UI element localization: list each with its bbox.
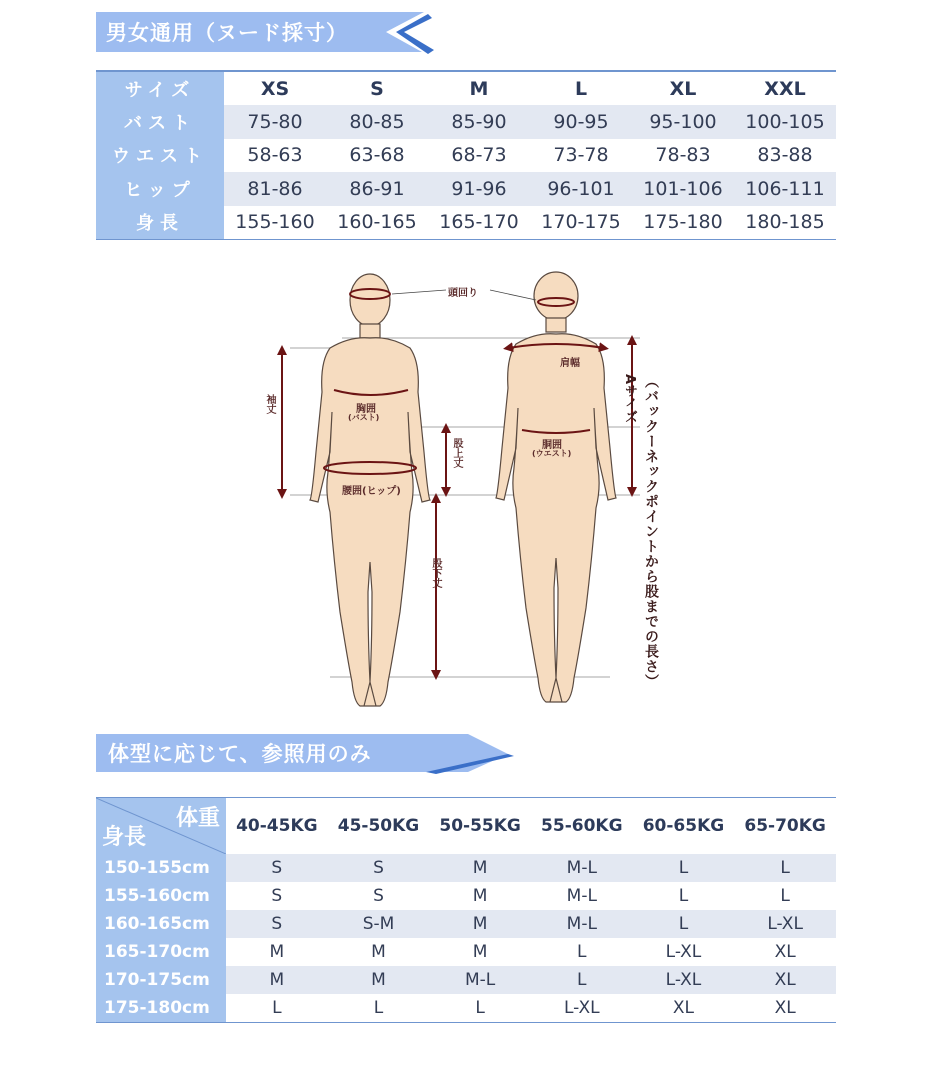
label-waist: 胴囲 (542, 440, 562, 451)
cell: 101-106 (632, 172, 734, 205)
cell: M (328, 966, 430, 994)
cell: S (226, 854, 328, 882)
weight-col: 60-65KG (642, 816, 725, 836)
height-label: 175-180cm (96, 994, 226, 1023)
table-row (96, 910, 836, 938)
cell: M (371, 942, 386, 962)
label-inseam: 股下丈 (430, 558, 441, 588)
cell: M (269, 942, 285, 962)
section2-title: 体型に応じて、参照用のみ (108, 742, 372, 766)
weight-header-row (96, 798, 836, 855)
size-l: L (574, 77, 588, 100)
cell: 78-83 (655, 144, 711, 167)
table-row (96, 172, 836, 205)
cell: 85-90 (428, 105, 530, 138)
height-label: 155-160cm (96, 882, 226, 910)
cell: M (472, 886, 488, 906)
cell: S (328, 854, 430, 882)
table-row (96, 938, 836, 966)
label-sleeve: 袖丈 (264, 394, 275, 414)
table-row (96, 139, 836, 172)
row-label: バスト (96, 105, 224, 138)
row-label: 身長 (96, 206, 224, 240)
label-back-note: （バックーネックポイントから股までの長さ） (643, 374, 659, 689)
cell: 155-160 (235, 211, 315, 234)
size-header-row (96, 71, 836, 105)
cell: 106-111 (734, 172, 836, 205)
cell: 68-73 (451, 144, 507, 167)
cell: M (429, 910, 531, 938)
section2-banner (96, 732, 516, 774)
cell: M-L (531, 910, 633, 938)
cell: S (226, 910, 328, 938)
table-row (96, 966, 836, 994)
cell: XL (774, 942, 796, 962)
label-waist-sub: (ウエスト) (532, 449, 572, 458)
cell: L-XL (734, 910, 836, 938)
table-row (96, 882, 836, 910)
back-body (496, 272, 616, 702)
corner-height-label: 身長 (102, 825, 147, 850)
cell: 95-100 (632, 105, 734, 138)
label-rise: 股上丈 (451, 438, 462, 468)
label-chest-sub: (バスト) (348, 413, 380, 422)
cell: 86-91 (326, 172, 428, 205)
cell: 100-105 (734, 105, 836, 138)
table-row (96, 105, 836, 138)
cell: 80-85 (326, 105, 428, 138)
size-xl: XL (669, 77, 697, 100)
cell: 160-165 (337, 211, 417, 234)
cell: L (780, 886, 790, 906)
size-m: M (469, 77, 489, 100)
row-label: ウエスト (96, 139, 224, 172)
cell: L (531, 966, 633, 994)
cell: L (475, 998, 485, 1018)
size-table (96, 70, 836, 240)
table-row (96, 994, 836, 1023)
cell: L (678, 886, 689, 906)
measurement-figure (260, 262, 680, 722)
size-xxl: XXL (764, 77, 806, 100)
cell: 91-96 (428, 172, 530, 205)
cell: M (226, 966, 328, 994)
weight-col: 50-55KG (439, 816, 521, 836)
cell: XL (672, 998, 695, 1018)
cell: M-L (429, 966, 531, 994)
label-a-size: Aサイズ (622, 374, 637, 424)
size-s: S (370, 77, 384, 100)
body-illustration (260, 262, 680, 722)
label-hip: 腰囲(ヒップ) (342, 486, 401, 497)
section1-banner (96, 10, 436, 54)
cell: L-XL (665, 942, 702, 962)
weight-size-table (96, 797, 836, 1023)
table-row (96, 854, 836, 882)
cell: 63-68 (349, 144, 405, 167)
size-xs: XS (260, 77, 290, 100)
weight-col: 65-70KG (744, 816, 826, 836)
cell: 73-78 (553, 144, 609, 167)
cell: S (271, 886, 283, 906)
cell: S-M (328, 910, 430, 938)
cell: M (472, 942, 488, 962)
cell: 165-170 (439, 211, 519, 234)
cell: M (429, 854, 531, 882)
cell: 170-175 (541, 211, 621, 234)
size-header-label: サイズ (96, 71, 224, 105)
cell: M-L (566, 886, 597, 906)
cell: L (633, 854, 735, 882)
label-chest: 胸囲 (356, 404, 376, 415)
weight-col: 55-60KG (541, 816, 623, 836)
cell: 58-63 (247, 144, 303, 167)
cell: M-L (531, 854, 633, 882)
cell: 81-86 (224, 172, 326, 205)
height-label: 170-175cm (96, 966, 226, 994)
cell: S (373, 886, 384, 906)
label-shoulder: 肩幅 (560, 358, 580, 369)
section1-title: 男女通用（ヌード採寸） (106, 21, 348, 45)
cell: L (734, 854, 836, 882)
row-label: ヒップ (96, 172, 224, 205)
cell: 175-180 (643, 211, 723, 234)
cell: L (272, 998, 282, 1018)
cell: 96-101 (530, 172, 632, 205)
cell: L (633, 910, 735, 938)
cell: XL (734, 966, 836, 994)
cell: L (577, 942, 587, 962)
cell: 180-185 (745, 211, 825, 234)
cell: XL (774, 998, 796, 1018)
cell: L-XL (633, 966, 735, 994)
table-row (96, 206, 836, 240)
height-label: 160-165cm (96, 910, 226, 938)
cell: 90-95 (530, 105, 632, 138)
cell: L (373, 998, 384, 1018)
weight-col: 45-50KG (337, 816, 420, 836)
weight-col: 40-45KG (236, 816, 318, 836)
cell: 75-80 (224, 105, 326, 138)
label-head: 頭回り (448, 288, 478, 299)
cell: 83-88 (757, 144, 813, 167)
height-label: 165-170cm (96, 938, 226, 966)
corner-weight-label: 体重 (175, 806, 220, 831)
cell: L-XL (564, 998, 600, 1018)
table-corner (96, 798, 226, 855)
height-label: 150-155cm (96, 854, 226, 882)
